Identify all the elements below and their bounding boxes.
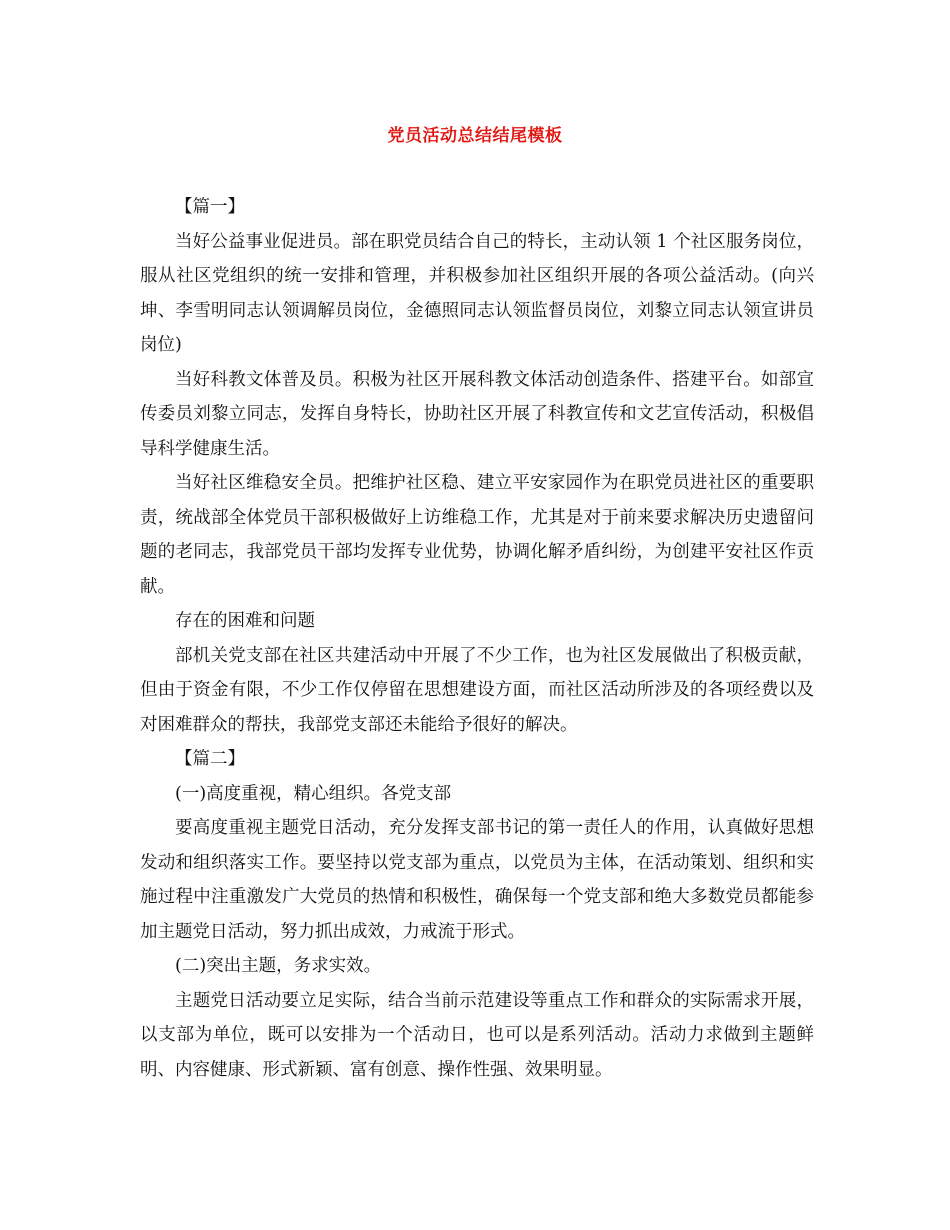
paragraph: 当好科教文体普及员。积极为社区开展科教文体活动创造条件、搭建平台。如部宣传委员刘黎立同志，发挥自身特长，协助社区开展了科教宣传和文艺宣传活动，积极倡导科学健康生活。 <box>140 369 814 459</box>
section-heading: 【篇二】 <box>175 749 245 769</box>
paragraph: 当好社区维稳安全员。把维护社区稳、建立平安家园作为在职党员进社区的重要职责，统战部全体党员干部积极做好上访维稳工作，尤其是对于前来要求解决历史遗留问题的老同志，我部党员干部均发挥专业优势，协调化解矛盾纠纷，为创建平安社区作贡献。 <box>140 473 814 597</box>
paragraph: 当好公益事业促进员。部在职党员结合自己的特长，主动认领 1 个社区服务岗位，服从社区党组织的统一安排和管理，并积极参加社区组织开展的各项公益活动。(向兴坤、李雪明同志认领调解员岗位，金德照同志认领监督员岗位，刘黎立同志认领宣讲员岗位) <box>140 231 814 355</box>
paragraph: (二)突出主题，务求实效。 <box>175 956 382 976</box>
paragraph: 要高度重视主题党日活动，充分发挥支部书记的第一责任人的作用，认真做好思想发动和组织落实工作。要坚持以党支部为重点，以党员为主体，在活动策划、组织和实施过程中注重激发广大党员的热情和积极性，确保每一个党支部和绝大多数党员都能参加主题党日活动，努力抓出成效，力戒流于形式。 <box>140 818 814 942</box>
document-body <box>140 190 814 1087</box>
document-title: 党员活动总结结尾模板 <box>387 126 563 146</box>
paragraph: 主题党日活动要立足实际，结合当前示范建设等重点工作和群众的实际需求开展，以支部为单位，既可以安排为一个活动日，也可以是系列活动。活动力求做到主题鲜明、内容健康、形式新颖、富有创意、操作性强、效果明显。 <box>140 990 814 1080</box>
section-heading: 【篇一】 <box>175 197 245 217</box>
paragraph: (一)高度重视，精心组织。各党支部 <box>175 783 452 804</box>
paragraph: 存在的困难和问题 <box>175 611 315 631</box>
paragraph: 部机关党支部在社区共建活动中开展了不少工作，也为社区发展做出了积极贡献，但由于资金有限，不少工作仅停留在思想建设方面，而社区活动所涉及的各项经费以及对困难群众的帮扶，我部党支部还未能给予很好的解决。 <box>140 645 814 735</box>
